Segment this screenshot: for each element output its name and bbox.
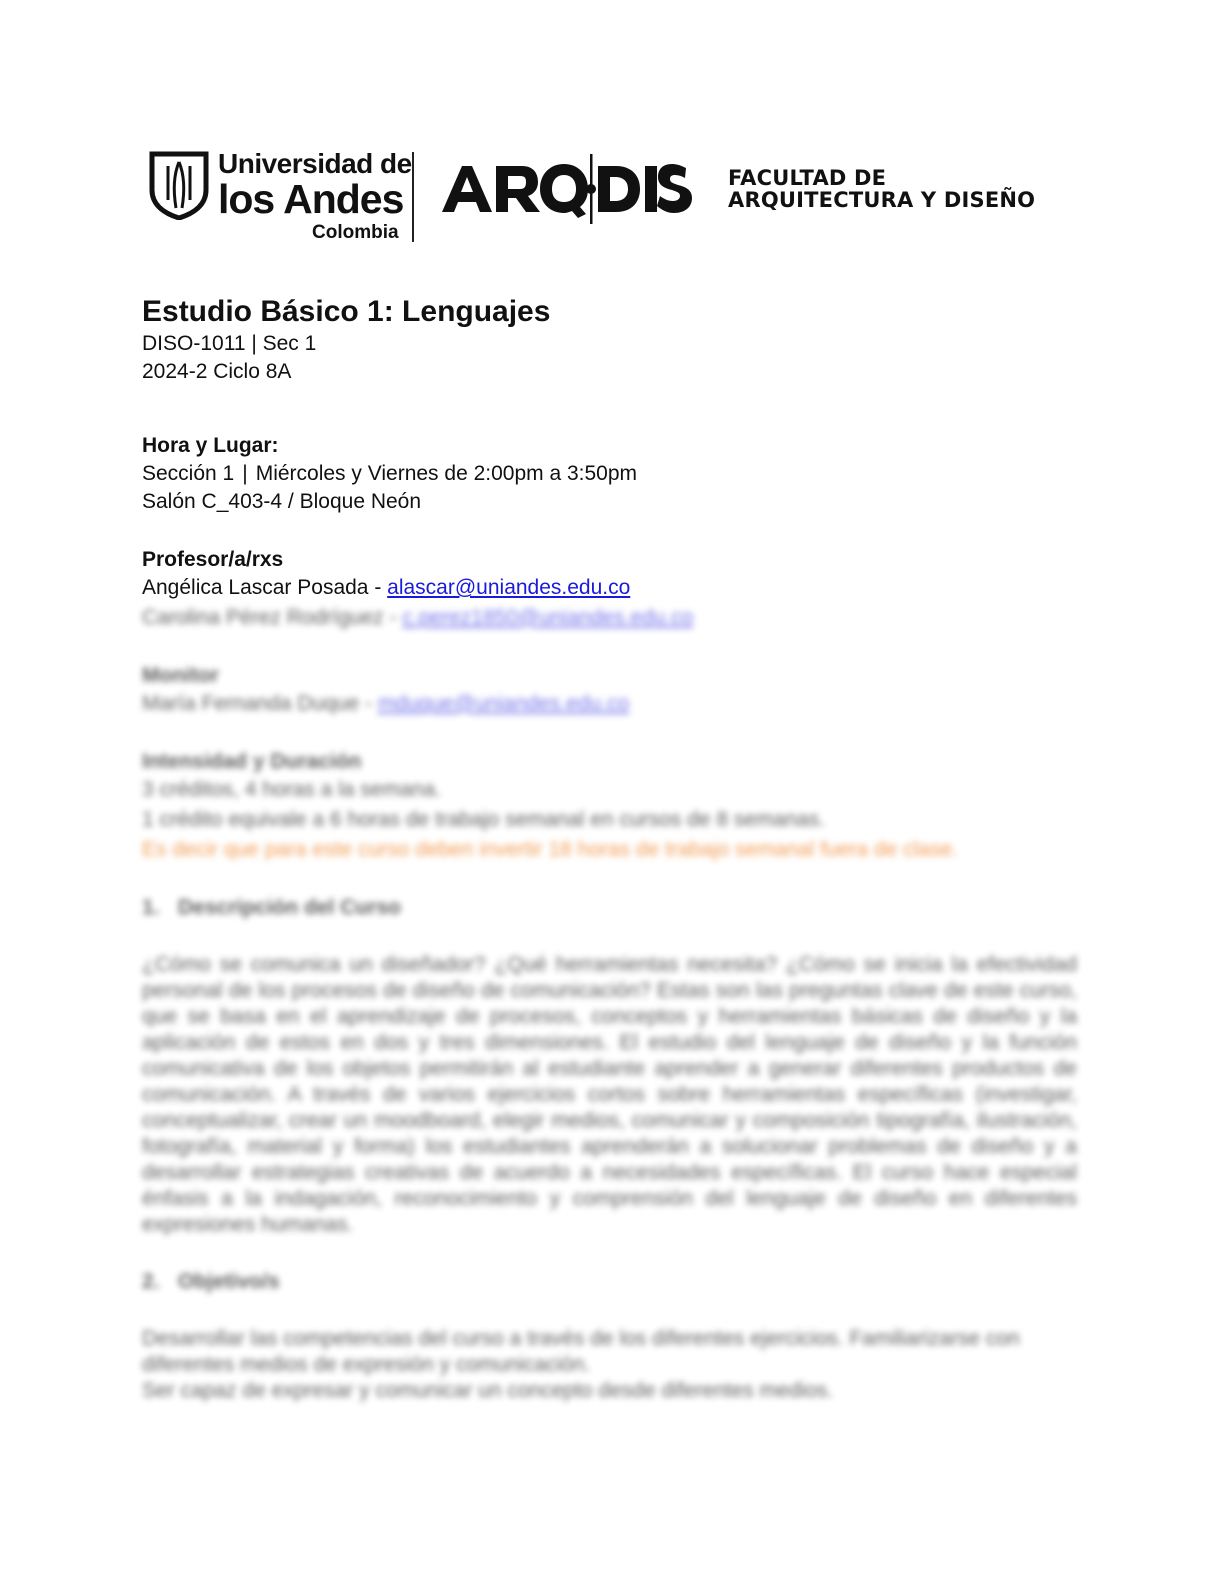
course-title: Estudio Básico 1: Lenguajes xyxy=(142,295,551,328)
objectives-line: Ser capaz de expresar y comunicar un concepto desde diferentes medios. xyxy=(142,1379,834,1402)
professor-name: Carolina Pérez Rodríguez - xyxy=(142,606,397,629)
section-title: Objetivo/s xyxy=(178,1270,280,1293)
schedule-room: Salón C_403-4 / Bloque Neón xyxy=(142,490,422,513)
faculty-name-line2: ARQUITECTURA Y DISEÑO xyxy=(728,188,1036,212)
schedule-separator: | xyxy=(242,462,248,485)
section-title: Descripción del Curso xyxy=(178,896,401,919)
course-period: 2024-2 Ciclo 8A xyxy=(142,360,292,383)
university-name-line2: los Andes xyxy=(218,176,404,222)
objectives-line: Desarrollar las competencias del curso a través de los diferentes ejercicios. Familiarizarse con xyxy=(142,1327,1020,1350)
professor-row xyxy=(142,574,1082,602)
professor-name: Angélica Lascar Posada - xyxy=(142,576,382,599)
syllabus-document xyxy=(142,294,1082,1404)
section-heading-description xyxy=(142,894,1082,922)
faculty-name xyxy=(728,167,1035,211)
logo-divider xyxy=(412,152,414,242)
university-country: Colombia xyxy=(312,222,399,243)
monitor-label: Monitor xyxy=(142,664,219,687)
intensity-label: Intensidad y Duración xyxy=(142,750,362,773)
uniandes-shield-icon xyxy=(148,150,210,220)
objectives-line: diferentes medios de expresión y comunicación. xyxy=(142,1353,591,1376)
faculty-name-line1: FACULTAD DE xyxy=(728,166,887,190)
section-number: 2. xyxy=(142,1270,160,1293)
course-code: DISO-1011 | Sec 1 xyxy=(142,332,317,355)
professor-email-link[interactable]: c.perez1850@uniandes.edu.co xyxy=(402,606,694,629)
section-heading-objectives xyxy=(142,1268,1082,1296)
professor-row xyxy=(142,604,1082,632)
monitor-email-link[interactable]: mduque@uniandes.edu.co xyxy=(377,692,630,715)
section-number: 1. xyxy=(142,896,160,919)
schedule-section: Sección 1 xyxy=(142,462,235,485)
professors-label: Profesor/a/rxs xyxy=(142,548,284,571)
schedule-label: Hora y Lugar: xyxy=(142,434,279,457)
monitor-name: María Fernanda Duque - xyxy=(142,692,372,715)
redacted-content xyxy=(142,604,1082,1404)
course-description-paragraph: ¿Cómo se comunica un diseñador? ¿Qué herramientas necesita? ¿Cómo se inicia la efectividad personal de los procesos de diseño de comunicación? Estas son las preguntas clave de este curso, que se basa en el aprendizaje de procesos, conceptos y herramientas básicas de diseño y la aplicación de estos en dos y tres dimensiones. El estudio del lenguaje de diseño y la función comunicativa de los objetos permitirán al estudiante aprender a generar diferentes productos de comunicación. A través de varios ejercicios cortos sobre herramientas específicas (investigar, conceptualizar, crear un moodboard, elegir medios, comunicar y composición tipografía, ilustración, fotografía, material y forma) los estudiantes aprenderán a solucionar problemas de diseño y a desarrollar estrategias creativas de acuerdo a necesidades específicas. El curso hace especial énfasis a la indagación, reconocimiento y comprensión del lenguaje de diseño en diferentes expresiones humanas. xyxy=(142,953,1077,1236)
professor-email-link[interactable]: alascar@uniandes.edu.co xyxy=(387,576,631,599)
university-name-line1: Universidad de xyxy=(218,148,412,179)
monitor-row xyxy=(142,690,1082,718)
uniandes-logo xyxy=(148,148,412,248)
schedule-section-time xyxy=(142,460,1082,488)
intensity-highlight: Es decir que para este curso deben invertir 18 horas de trabajo semanal fuera de clase. xyxy=(142,838,958,861)
intensity-line1: 3 créditos, 4 horas a la semana. xyxy=(142,778,441,801)
arqdis-logo xyxy=(440,152,712,226)
schedule-time: Miércoles y Viernes de 2:00pm a 3:50pm xyxy=(255,462,638,485)
intensity-line2: 1 crédito equivale a 6 horas de trabajo semanal en cursos de 8 semanas. xyxy=(142,808,825,831)
